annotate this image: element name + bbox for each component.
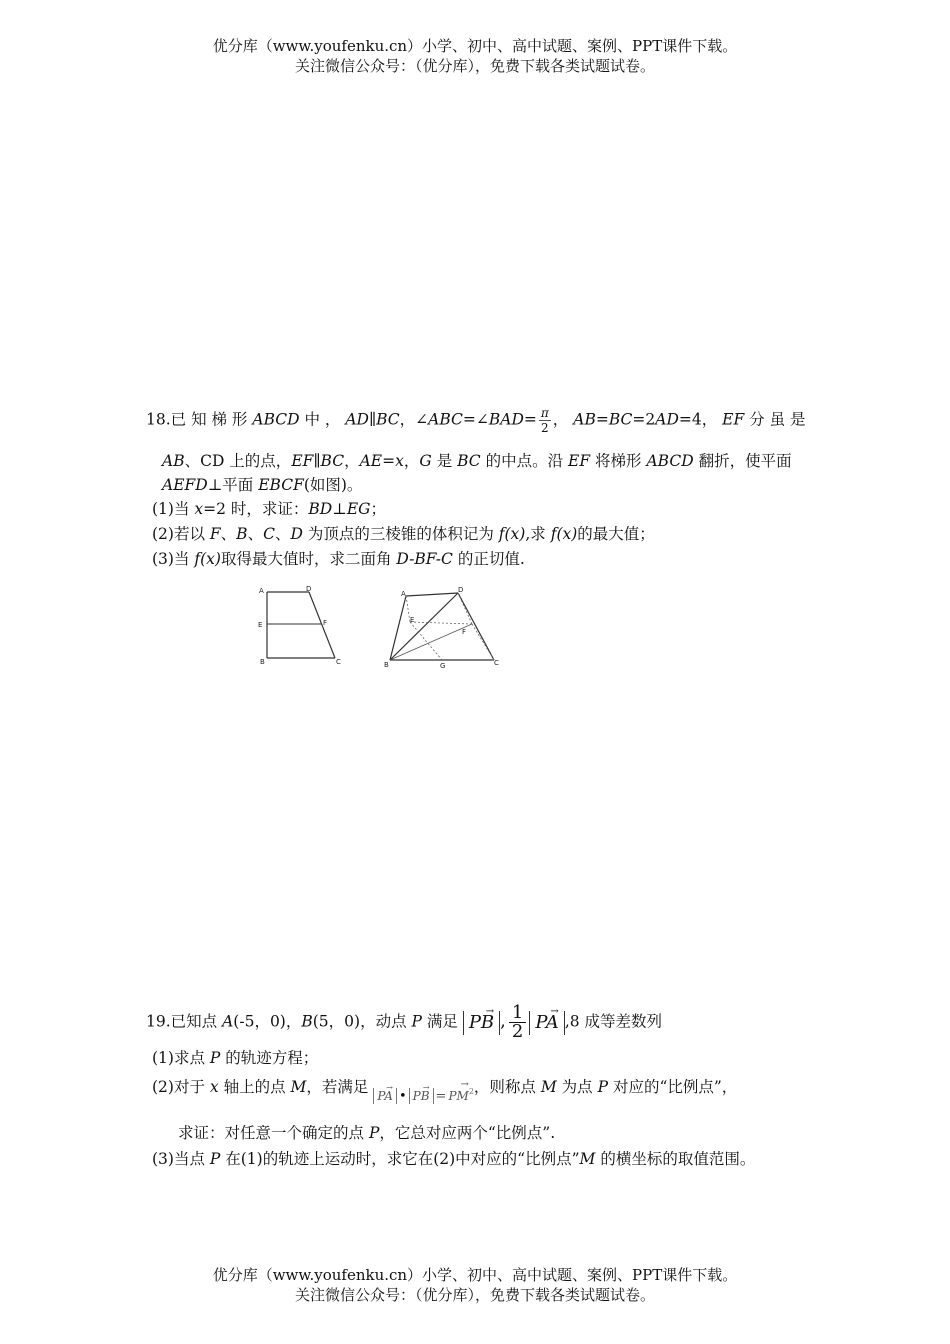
q19-subquestion-3 [152, 1148, 755, 1170]
math: EBCF [258, 476, 304, 494]
text: 将梯形 [590, 452, 647, 470]
math: BD⊥EG [308, 500, 371, 518]
text: (2)若以 [152, 525, 210, 543]
one-half-fraction [509, 1004, 526, 1041]
text: = [523, 410, 537, 429]
text: =2 时，求证： [203, 500, 309, 518]
math: D [290, 525, 303, 543]
label-a: A [401, 590, 406, 598]
label-d: D [458, 586, 464, 594]
q19-line-1 [146, 1004, 662, 1041]
text: 、 [247, 525, 264, 543]
pi-over-2-fraction [539, 406, 551, 435]
footer-line-2: 关注微信公众号：（优分库），免费下载各类试题试卷。 [294, 1286, 655, 1304]
label-b: B [384, 661, 389, 669]
math: EF∥BC [291, 452, 345, 470]
ratio-point-condition [373, 1079, 474, 1110]
math: P [597, 1078, 609, 1096]
text: = [595, 410, 609, 429]
text: ⊥平面 [207, 476, 259, 494]
label-f: F [323, 619, 328, 627]
text: 是 [431, 452, 458, 470]
q18-number: 18. [146, 410, 171, 429]
math: B [301, 1012, 313, 1031]
text: (1)求点 [152, 1049, 210, 1067]
header-line-1: 优分库（www.youfenku.cn）小学、初中、高中试题、案例、PPT课件下载。 [212, 37, 738, 55]
text: ， [403, 452, 420, 470]
q18-line-2 [162, 450, 792, 472]
text: 为顶点的三棱锥的体积记为 [302, 525, 499, 543]
text: ， [344, 452, 360, 470]
vector-pb: → PB [413, 1089, 430, 1103]
text: 分 虽 是 [744, 410, 806, 429]
text: =4， [678, 410, 718, 429]
text: (2)对于 [152, 1078, 210, 1096]
edge-df [458, 593, 472, 624]
math: M [540, 1078, 557, 1096]
math: ABC [428, 410, 463, 429]
math: f(x) [498, 525, 526, 543]
math: AE=x [359, 452, 404, 470]
math: P [209, 1150, 221, 1168]
text: , [500, 1010, 506, 1032]
math: ABCD [646, 452, 694, 470]
text: ， [552, 410, 569, 429]
text: 中 ， [299, 410, 341, 429]
text: 的中点。沿 [480, 452, 569, 470]
header-line-2: 关注微信公众号：（优分库），免费下载各类试题试卷。 [294, 57, 655, 75]
abs-vector-pa [529, 1011, 564, 1035]
text: 已 知 梯 形 [170, 410, 253, 429]
vector-pa: → PA [377, 1089, 393, 1103]
math: D-BF-C [396, 550, 453, 568]
abs-vector-pb [463, 1011, 500, 1035]
math: EF [722, 410, 745, 429]
text: 的正切值. [452, 550, 525, 568]
math: G [419, 452, 432, 470]
text: 满足 [421, 1012, 458, 1031]
text: =2 [632, 410, 656, 429]
edge-eg [410, 622, 442, 660]
q18-line-1 [146, 406, 806, 435]
fraction-numerator: π [540, 406, 549, 420]
q18-line-3 [162, 474, 362, 496]
math: M [290, 1078, 307, 1096]
math: BAD [488, 410, 524, 429]
edge-dc [458, 593, 494, 660]
dot-operator: • [398, 1089, 407, 1104]
q19-subquestion-2 [152, 1074, 737, 1110]
math: AB [162, 452, 185, 470]
label-a: A [259, 587, 264, 595]
math: ABCD [252, 410, 300, 429]
text: 、 [220, 525, 237, 543]
text: (3)当 [152, 550, 195, 568]
text: 求证：对任意一个确定的点 [178, 1124, 369, 1142]
q18-subquestion-1 [152, 498, 386, 520]
text: ,求 [525, 525, 551, 543]
page-footer [0, 1265, 950, 1305]
edge-ab [390, 596, 406, 660]
text: 的最大值； [577, 525, 655, 543]
label-d: D [306, 585, 312, 593]
text: 的轨迹方程； [220, 1049, 319, 1067]
q18-subquestion-3 [152, 548, 525, 570]
text: ，它总对应两个“比例点”. [379, 1124, 556, 1142]
math: AEFD [162, 476, 208, 494]
text: 、CD 上的点， [184, 452, 292, 470]
abs-vector-pb [409, 1088, 434, 1104]
label-e: E [410, 616, 415, 624]
q18-subquestion-2 [152, 523, 655, 545]
math: F [209, 525, 221, 543]
text: ； [370, 500, 387, 518]
text: 在(1)的轨迹上运动时，求它在(2)中对应的“比例点” [220, 1150, 580, 1168]
label-b: B [260, 658, 265, 666]
text: 已知点 [170, 1012, 223, 1031]
q19-number: 19. [146, 1012, 171, 1031]
fraction-denominator: 2 [541, 421, 549, 435]
math: x [209, 1078, 219, 1096]
abs-vector-pa [373, 1088, 397, 1104]
math: AD [655, 410, 679, 429]
text: 的横坐标的取值范围。 [595, 1150, 756, 1168]
math: A [222, 1012, 234, 1031]
label-c: C [494, 659, 499, 667]
vector-pa: → PA [535, 1013, 558, 1033]
folded-solid-figure [382, 584, 504, 670]
math: B [236, 525, 248, 543]
text: (5，0)，动点 [312, 1012, 412, 1031]
label-g: G [440, 662, 446, 670]
text: (3)当点 [152, 1150, 210, 1168]
label-e: E [258, 621, 263, 629]
fraction-denominator: 2 [511, 1021, 524, 1042]
vector-pm: → PM [448, 1083, 468, 1109]
square-exponent: 2 [468, 1086, 474, 1096]
math: x [194, 500, 204, 518]
text: 为点 [556, 1078, 598, 1096]
vector-pb: → PB [469, 1013, 494, 1033]
edge-bf [390, 624, 472, 660]
text: 取得最大值时，求二面角 [220, 550, 397, 568]
math: f(x) [550, 525, 578, 543]
math: BC [608, 410, 633, 429]
math: AD∥BC [345, 410, 400, 429]
math: C [263, 525, 275, 543]
text: 轴上的点 [218, 1078, 291, 1096]
label-c: C [336, 658, 341, 666]
edge-dc [309, 592, 335, 658]
edge-ad [406, 593, 458, 596]
q19-subquestion-1 [152, 1047, 318, 1069]
text: 翻折，使平面 [693, 452, 792, 470]
label-f: F [462, 628, 467, 636]
math: P [209, 1049, 221, 1067]
edge-bd [390, 593, 458, 660]
text: (如图)。 [303, 476, 363, 494]
equals-sign: = [435, 1089, 447, 1104]
text: ，则称点 [473, 1078, 541, 1096]
text: (-5，0)， [233, 1012, 302, 1031]
text: 、 [274, 525, 291, 543]
q19-subquestion-2-proof [178, 1122, 555, 1144]
footer-line-1: 优分库（www.youfenku.cn）小学、初中、高中试题、案例、PPT课件下载。 [212, 1266, 738, 1284]
text: ，若满足 [306, 1078, 369, 1096]
text: 对应的“比例点”， [608, 1078, 738, 1096]
math: P [411, 1012, 422, 1031]
text: =∠ [462, 410, 489, 429]
fraction-numerator: 1 [509, 1004, 526, 1023]
math: P [368, 1124, 380, 1142]
math: EF [568, 452, 591, 470]
text: ，∠ [399, 410, 429, 429]
math: M [579, 1150, 596, 1168]
math: BC [457, 452, 481, 470]
page-header [0, 36, 950, 76]
text: ,8 成等差数列 [564, 1012, 663, 1031]
math: AB [573, 410, 596, 429]
math: f(x) [194, 550, 221, 568]
edge-ef [410, 622, 472, 624]
text: (1)当 [152, 500, 195, 518]
trapezoid-figure [255, 582, 355, 668]
